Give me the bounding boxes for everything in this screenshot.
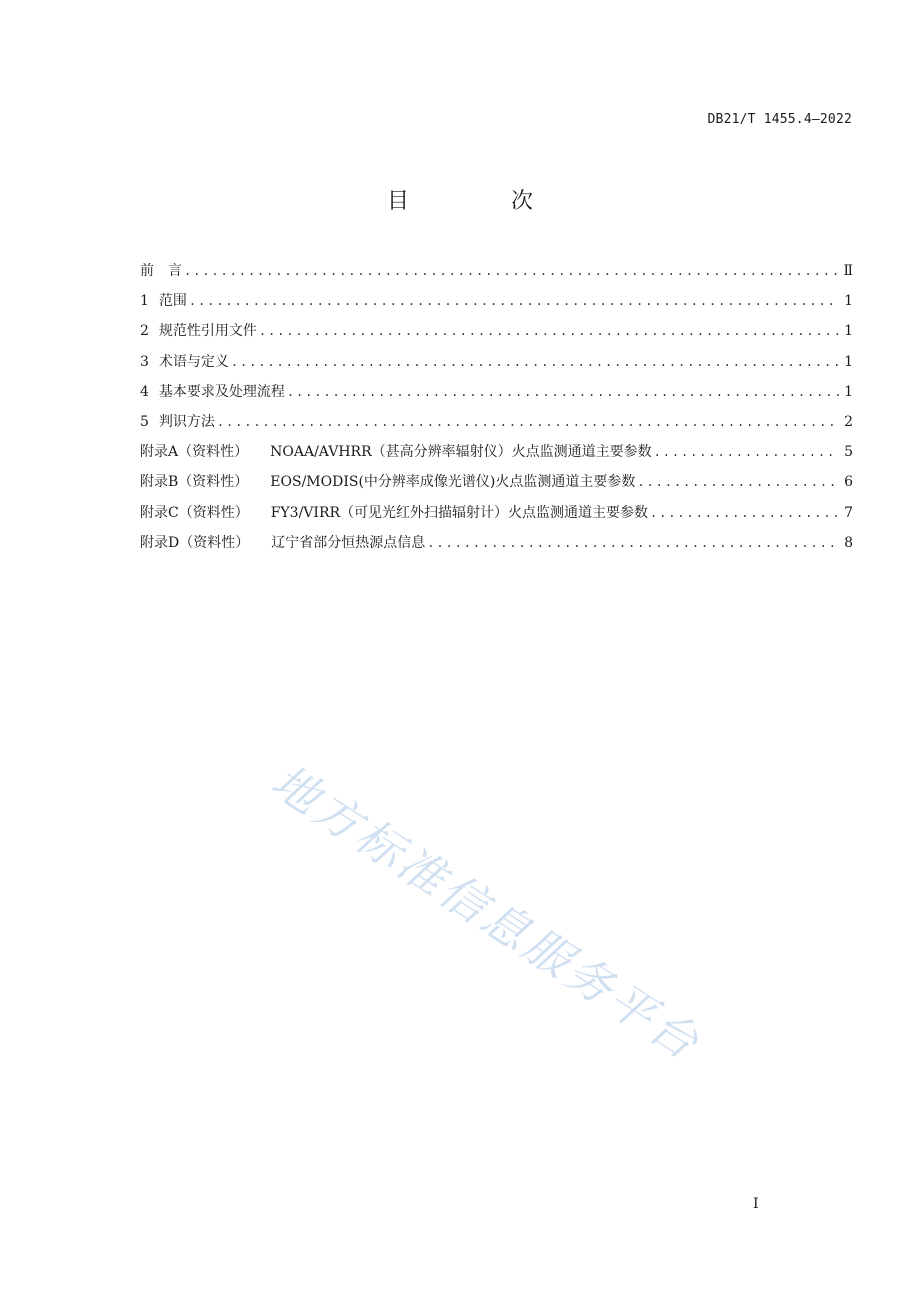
toc-entry-text: 判识方法 [158, 413, 215, 430]
toc-entry-appendix-a[interactable] [140, 441, 853, 471]
toc-entry-page: Ⅱ [843, 263, 853, 279]
toc-leader-dots [217, 415, 839, 429]
toc-entry-page: 7 [844, 504, 853, 521]
toc-entry-page: 8 [844, 534, 853, 551]
toc-leader-dots [427, 536, 839, 550]
toc-entry-identification-method[interactable] [140, 411, 853, 441]
toc-entry-label [140, 441, 652, 461]
toc-entry-text: NOAA/AVHRR（甚高分辨率辐射仪）火点监测通道主要参数 [270, 444, 652, 461]
toc-entry-label [140, 320, 257, 340]
toc-entry-appendix-c[interactable] [140, 502, 853, 532]
toc-entry-label [140, 502, 648, 522]
toc-entry-number: 4 [140, 383, 149, 400]
toc-leader-dots [184, 264, 839, 278]
toc-entry-page: 1 [844, 293, 853, 310]
toc-entry-number: 2 [140, 323, 149, 340]
toc-entry-text: 范围 [158, 293, 187, 310]
toc-entry-label [140, 532, 425, 552]
table-of-contents [140, 260, 853, 562]
toc-entry-text: 术语与定义 [158, 353, 229, 370]
toc-entry-label [140, 351, 229, 371]
toc-entry-foreword[interactable] [140, 260, 853, 290]
toc-leader-dots [231, 355, 839, 369]
toc-leader-dots [650, 506, 839, 520]
toc-entry-page: 5 [844, 444, 853, 461]
toc-entry-number: 附录C（资料性） [140, 504, 249, 521]
toc-entry-text: FY3/VIRR（可见光红外扫描辐射计）火点监测通道主要参数 [270, 504, 649, 521]
toc-entry-label [140, 411, 215, 431]
document-code: DB21/T 1455.4—2022 [707, 112, 852, 127]
toc-leader-dots [287, 385, 839, 399]
toc-leader-dots [189, 294, 839, 308]
toc-entry-appendix-b[interactable] [140, 471, 853, 501]
toc-entry-number: 1 [140, 293, 149, 310]
toc-entry-page: 2 [844, 413, 853, 430]
toc-entry-normative-references[interactable] [140, 320, 853, 350]
toc-entry-text: EOS/MODIS(中分辨率成像光谱仪)火点监测通道主要参数 [270, 474, 636, 491]
toc-entry-label [140, 381, 285, 401]
page-title: 目 次 [386, 189, 573, 214]
toc-entry-terms-definitions[interactable] [140, 351, 853, 381]
toc-entry-text: 基本要求及处理流程 [158, 383, 285, 400]
toc-entry-basic-requirements[interactable] [140, 381, 853, 411]
toc-entry-label [140, 290, 187, 310]
toc-entry-page: 1 [844, 323, 853, 340]
toc-entry-label: 前 言 [140, 263, 182, 279]
page-number: I [753, 1196, 759, 1212]
watermark: 地方标准信息服务平台 [261, 753, 711, 1072]
toc-leader-dots [259, 324, 839, 338]
toc-entry-text: 辽宁省部分恒热源点信息 [271, 534, 426, 551]
toc-entry-number: 3 [140, 353, 149, 370]
toc-entry-page: 6 [844, 474, 853, 491]
toc-entry-number: 5 [140, 413, 149, 430]
toc-entry-number: 附录B（资料性） [140, 474, 249, 491]
toc-leader-dots [637, 475, 839, 489]
toc-entry-number: 附录A（资料性） [140, 444, 249, 461]
toc-entry-number: 附录D（资料性） [140, 534, 250, 551]
toc-entry-page: 1 [844, 353, 853, 370]
toc-entry-page: 1 [844, 383, 853, 400]
toc-entry-text: 规范性引用文件 [158, 323, 257, 340]
toc-leader-dots [654, 445, 839, 459]
toc-entry-label [140, 471, 635, 491]
toc-entry-scope[interactable] [140, 290, 853, 320]
toc-entry-appendix-d[interactable] [140, 532, 853, 562]
